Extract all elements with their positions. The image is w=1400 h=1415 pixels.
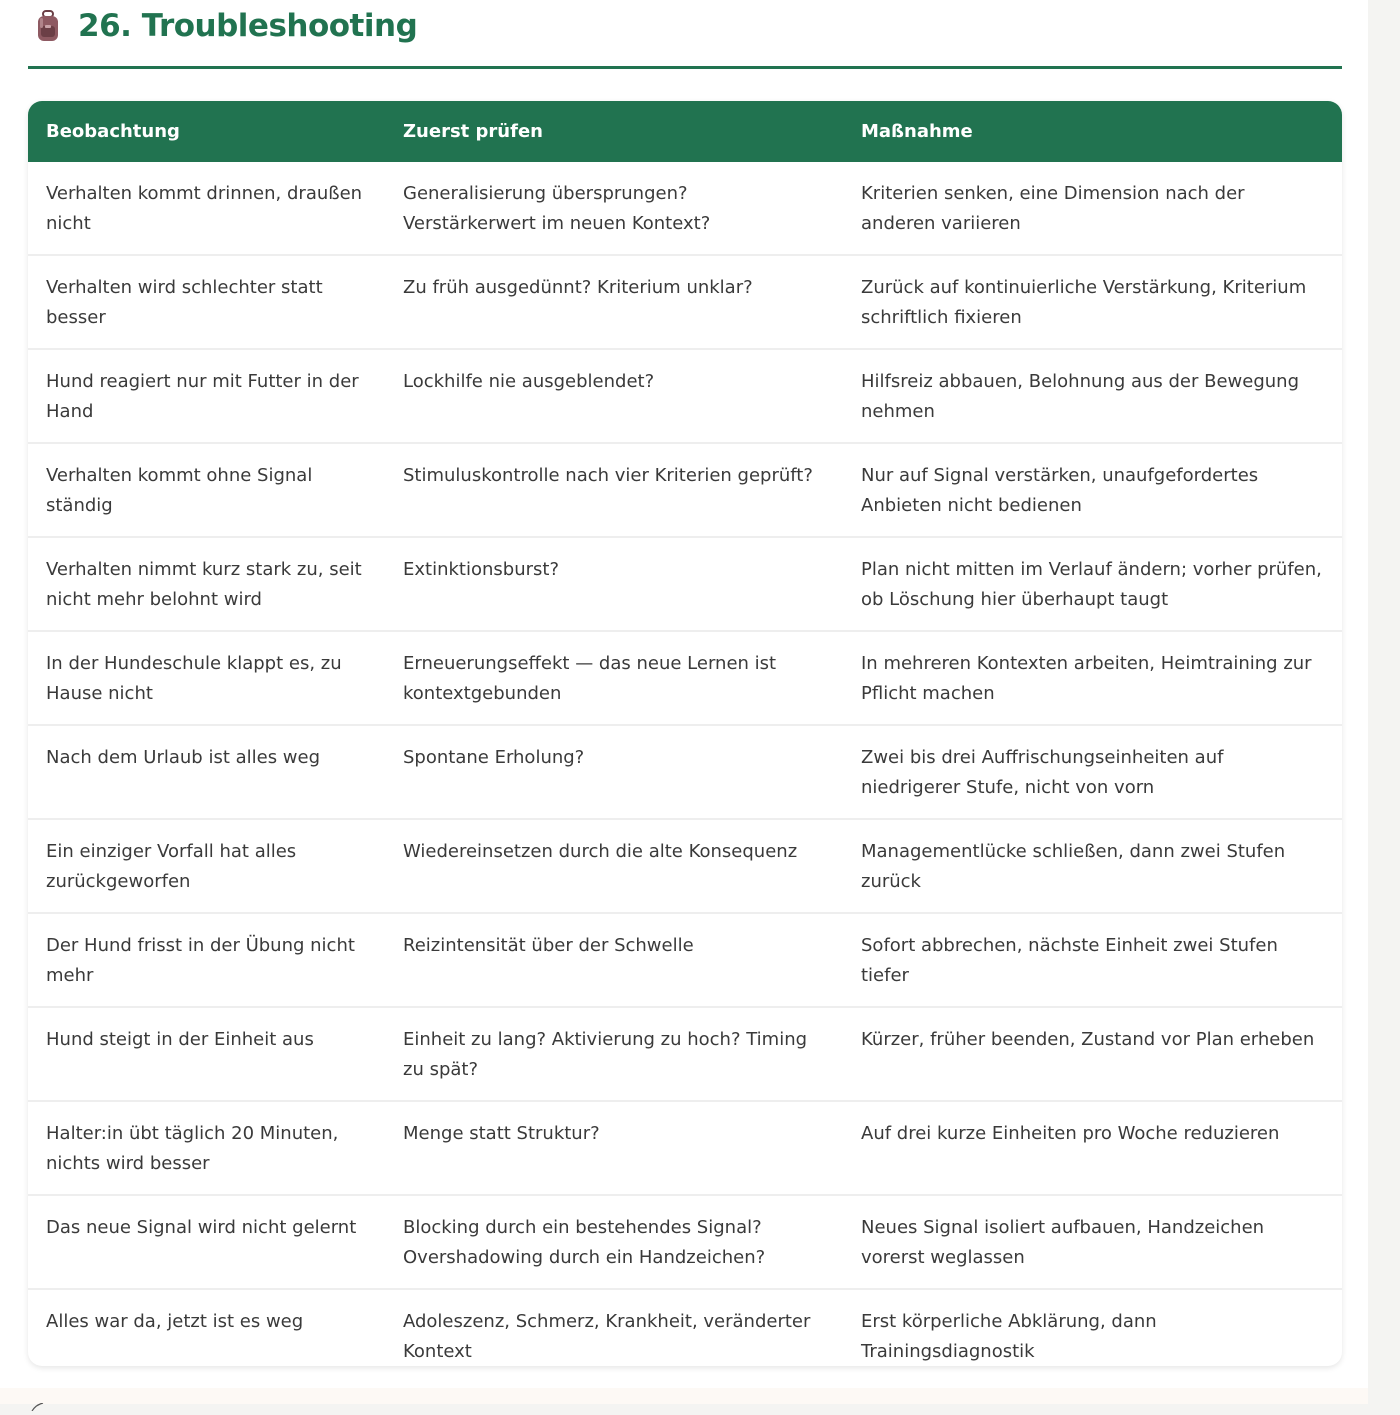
action-cell: Kriterien senken, eine Dimension nach der anderen variieren xyxy=(843,162,1342,255)
troubleshooting-table xyxy=(28,101,1342,1366)
action-cell: Plan nicht mitten im Verlauf ändern; vorher prüfen, ob Löschung hier überhaupt taugt xyxy=(843,537,1342,631)
action-cell: Zwei bis drei Auffrischungseinheiten auf niedrigerer Stufe, nicht von vorn xyxy=(843,725,1342,819)
section-header xyxy=(28,0,1342,69)
action-cell: Neues Signal isoliert aufbauen, Handzeichen vorerst weglassen xyxy=(843,1195,1342,1289)
action-cell: In mehreren Kontexten arbeiten, Heimtraining zur Pflicht machen xyxy=(843,631,1342,725)
check-cell: Blocking durch ein bestehendes Signal? Overshadowing durch ein Handzeichen? xyxy=(385,1195,843,1289)
observation-cell: Verhalten kommt drinnen, draußen nicht xyxy=(28,162,385,255)
observation-cell: Hund reagiert nur mit Futter in der Hand xyxy=(28,349,385,443)
troubleshooting-table-card xyxy=(28,101,1342,1366)
action-cell: Zurück auf kontinuierliche Verstärkung, Kriterium schriftlich fixieren xyxy=(843,255,1342,349)
next-section-strip xyxy=(0,1388,1368,1404)
observation-cell: Der Hund frisst in der Übung nicht mehr xyxy=(28,913,385,1007)
observation-cell: Verhalten nimmt kurz stark zu, seit nicht mehr belohnt wird xyxy=(28,537,385,631)
table-row xyxy=(28,819,1342,913)
check-cell: Einheit zu lang? Aktivierung zu hoch? Timing zu spät? xyxy=(385,1007,843,1101)
observation-cell: Ein einziger Vorfall hat alles zurückgeworfen xyxy=(28,819,385,913)
column-header-observation: Beobachtung xyxy=(28,101,385,162)
table-row xyxy=(28,1101,1342,1195)
check-cell: Menge statt Struktur? xyxy=(385,1101,843,1195)
observation-cell: Halter:in übt täglich 20 Minuten, nichts wird besser xyxy=(28,1101,385,1195)
table-row xyxy=(28,631,1342,725)
check-cell: Lockhilfe nie ausgeblendet? xyxy=(385,349,843,443)
action-cell: Kürzer, früher beenden, Zustand vor Plan erheben xyxy=(843,1007,1342,1101)
action-cell: Hilfsreiz abbauen, Belohnung aus der Bewegung nehmen xyxy=(843,349,1342,443)
check-cell: Generalisierung übersprungen? Verstärkerwert im neuen Kontext? xyxy=(385,162,843,255)
action-cell: Managementlücke schließen, dann zwei Stufen zurück xyxy=(843,819,1342,913)
action-cell: Erst körperliche Abklärung, dann Trainingsdiagnostik xyxy=(861,1311,1157,1362)
observation-cell: Hund steigt in der Einheit aus xyxy=(28,1007,385,1101)
observation-cell: Alles war da, jetzt ist es weg xyxy=(46,1311,304,1332)
table-row xyxy=(28,1289,1342,1366)
action-cell: Nur auf Signal verstärken, unaufgefordertes Anbieten nicht bedienen xyxy=(843,443,1342,537)
section-title: 26. Troubleshooting xyxy=(78,8,418,44)
check-cell: Reizintensität über der Schwelle xyxy=(385,913,843,1007)
feather-icon xyxy=(30,1396,44,1404)
table-row xyxy=(28,1007,1342,1101)
column-header-check-first: Zuerst prüfen xyxy=(385,101,843,162)
observation-cell: Verhalten wird schlechter statt besser xyxy=(28,255,385,349)
table-row xyxy=(28,162,1342,255)
table-row xyxy=(28,349,1342,443)
table-row xyxy=(28,1195,1342,1289)
observation-cell: Nach dem Urlaub ist alles weg xyxy=(28,725,385,819)
observation-cell: Das neue Signal wird nicht gelernt xyxy=(28,1195,385,1289)
action-cell: Auf drei kurze Einheiten pro Woche reduzieren xyxy=(843,1101,1342,1195)
table-row xyxy=(28,537,1342,631)
check-cell: Stimuluskontrolle nach vier Kriterien geprüft? xyxy=(385,443,843,537)
observation-cell: Verhalten kommt ohne Signal ständig xyxy=(28,443,385,537)
check-cell: Wiedereinsetzen durch die alte Konsequenz xyxy=(385,819,843,913)
backpack-icon xyxy=(36,10,60,42)
check-cell: Spontane Erholung? xyxy=(385,725,843,819)
table-row xyxy=(28,725,1342,819)
check-cell: Zu früh ausgedünnt? Kriterium unklar? xyxy=(385,255,843,349)
action-cell: Sofort abbrechen, nächste Einheit zwei Stufen tiefer xyxy=(843,913,1342,1007)
check-cell: Adoleszenz, Schmerz, Krankheit, veränderter Kontext xyxy=(403,1311,811,1362)
check-cell: Extinktionsburst? xyxy=(385,537,843,631)
observation-cell: In der Hundeschule klappt es, zu Hause nicht xyxy=(28,631,385,725)
table-row xyxy=(28,913,1342,1007)
table-row xyxy=(28,255,1342,349)
check-cell: Erneuerungseffekt — das neue Lernen ist kontextgebunden xyxy=(385,631,843,725)
table-row xyxy=(28,443,1342,537)
column-header-action: Maßnahme xyxy=(843,101,1342,162)
table-header-row xyxy=(28,101,1342,162)
